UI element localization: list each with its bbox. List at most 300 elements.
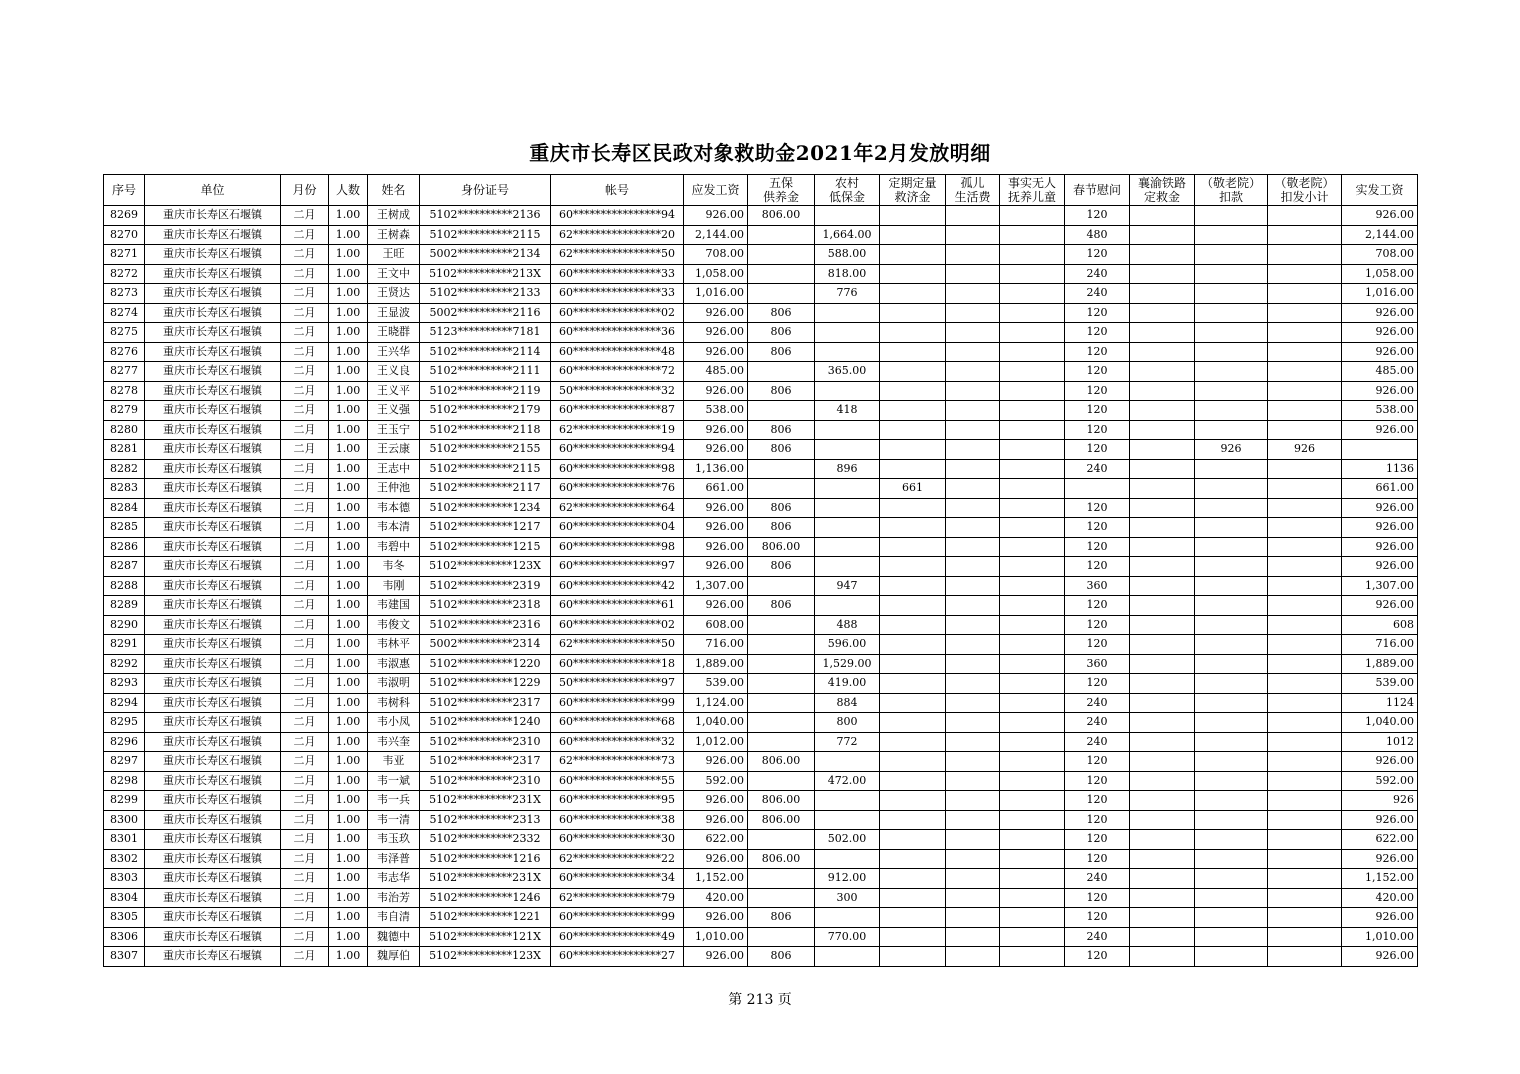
table-cell: 5102**********2317 <box>420 752 551 772</box>
table-cell <box>1000 323 1065 343</box>
table-cell <box>815 440 880 460</box>
table-row <box>104 518 1418 538</box>
table-cell: 926.00 <box>1342 557 1418 577</box>
table-cell: 60****************33 <box>551 284 684 304</box>
table-cell: 120 <box>1065 206 1130 226</box>
table-cell: 8296 <box>104 732 145 752</box>
table-cell: 王义强 <box>368 401 420 421</box>
table-cell: 420.00 <box>1342 888 1418 908</box>
table-cell: 二月 <box>281 635 329 655</box>
table-cell <box>1130 206 1195 226</box>
table-cell <box>1195 498 1268 518</box>
table-cell: 120 <box>1065 245 1130 265</box>
table-cell: 926 <box>1342 791 1418 811</box>
table-cell: 8273 <box>104 284 145 304</box>
table-cell <box>1000 225 1065 245</box>
table-cell: 661.00 <box>1342 479 1418 499</box>
table-cell <box>1268 498 1342 518</box>
table-cell <box>1000 479 1065 499</box>
table-cell: 360 <box>1065 654 1130 674</box>
table-cell: 661 <box>880 479 946 499</box>
table-cell: 60****************61 <box>551 596 684 616</box>
table-cell <box>1000 206 1065 226</box>
table-cell <box>1000 927 1065 947</box>
table-cell <box>946 459 1000 479</box>
table-cell <box>1000 537 1065 557</box>
table-cell <box>946 693 1000 713</box>
table-cell <box>1195 420 1268 440</box>
table-cell: 708.00 <box>1342 245 1418 265</box>
table-cell: 1.00 <box>329 713 368 733</box>
table-cell <box>1130 947 1195 967</box>
table-cell <box>1000 596 1065 616</box>
table-cell: 1.00 <box>329 479 368 499</box>
table-cell: 王义良 <box>368 362 420 382</box>
table-cell <box>1268 947 1342 967</box>
table-cell: 二月 <box>281 303 329 323</box>
table-cell: 二月 <box>281 732 329 752</box>
table-cell: 120 <box>1065 947 1130 967</box>
table-cell: 5102**********213X <box>420 264 551 284</box>
table-cell: 重庆市长寿区石堰镇 <box>145 323 281 343</box>
table-cell: 韦兴奎 <box>368 732 420 752</box>
table-cell: 二月 <box>281 440 329 460</box>
table-cell <box>946 518 1000 538</box>
table-cell <box>1268 225 1342 245</box>
table-cell <box>748 362 815 382</box>
table-cell <box>1130 849 1195 869</box>
table-cell: 120 <box>1065 596 1130 616</box>
table-cell: 二月 <box>281 459 329 479</box>
table-cell: 5002**********2314 <box>420 635 551 655</box>
column-header: 单位 <box>145 175 281 206</box>
table-cell: 1.00 <box>329 284 368 304</box>
table-cell <box>1195 362 1268 382</box>
table-cell <box>815 323 880 343</box>
table-cell <box>880 245 946 265</box>
table-cell <box>1268 713 1342 733</box>
table-cell: 1.00 <box>329 440 368 460</box>
table-cell: 韦树科 <box>368 693 420 713</box>
table-cell: 1.00 <box>329 654 368 674</box>
table-cell: 240 <box>1065 927 1130 947</box>
page-number: 第 213 页 <box>728 992 792 1008</box>
table-cell: 韦自清 <box>368 908 420 928</box>
table-cell: 1,010.00 <box>1342 927 1418 947</box>
table-cell: 240 <box>1065 693 1130 713</box>
table-row <box>104 206 1418 226</box>
table-cell: 608 <box>1342 615 1418 635</box>
table-cell: 8299 <box>104 791 145 811</box>
table-cell: 韦志华 <box>368 869 420 889</box>
table-cell <box>1195 518 1268 538</box>
table-cell <box>815 791 880 811</box>
table-cell <box>1195 479 1268 499</box>
column-header: 人数 <box>329 175 368 206</box>
table-cell: 120 <box>1065 635 1130 655</box>
table-cell <box>1000 674 1065 694</box>
table-cell: 60****************18 <box>551 654 684 674</box>
table-cell: 二月 <box>281 323 329 343</box>
table-cell <box>1000 635 1065 655</box>
table-cell <box>1195 537 1268 557</box>
table-cell <box>815 479 880 499</box>
table-cell: 韦刚 <box>368 576 420 596</box>
column-header: （敬老院） 扣发小计 <box>1268 175 1342 206</box>
table-cell: 1.00 <box>329 693 368 713</box>
table-cell <box>1130 771 1195 791</box>
table-cell <box>880 791 946 811</box>
table-cell: 1.00 <box>329 615 368 635</box>
column-header: 事实无人 抚养儿童 <box>1000 175 1065 206</box>
table-cell <box>880 654 946 674</box>
table-cell: 60****************36 <box>551 323 684 343</box>
table-cell: 62****************73 <box>551 752 684 772</box>
table-cell: 8278 <box>104 381 145 401</box>
table-cell: 926.00 <box>684 518 748 538</box>
table-cell <box>1000 654 1065 674</box>
table-cell <box>1195 206 1268 226</box>
table-cell <box>748 401 815 421</box>
table-cell: 5102**********123X <box>420 557 551 577</box>
table-cell: 120 <box>1065 557 1130 577</box>
table-cell <box>1000 420 1065 440</box>
payment-table <box>103 174 1418 967</box>
table-cell: 1.00 <box>329 947 368 967</box>
table-cell <box>1130 518 1195 538</box>
table-cell: 8306 <box>104 927 145 947</box>
table-cell: 240 <box>1065 264 1130 284</box>
table-cell <box>1130 537 1195 557</box>
table-cell: 重庆市长寿区石堰镇 <box>145 420 281 440</box>
table-cell: 韦碧中 <box>368 537 420 557</box>
table-cell: 二月 <box>281 362 329 382</box>
table-cell: 1.00 <box>329 459 368 479</box>
table-cell: 8281 <box>104 440 145 460</box>
table-cell: 5102**********1229 <box>420 674 551 694</box>
table-cell: 1.00 <box>329 342 368 362</box>
column-header: 孤儿 生活费 <box>946 175 1000 206</box>
table-cell: 926.00 <box>684 810 748 830</box>
table-cell: 661.00 <box>684 479 748 499</box>
table-cell: 1.00 <box>329 927 368 947</box>
table-cell <box>1000 947 1065 967</box>
table-cell: 62****************19 <box>551 420 684 440</box>
table-cell: 120 <box>1065 888 1130 908</box>
table-cell: 926.00 <box>684 908 748 928</box>
table-cell <box>1000 752 1065 772</box>
table-cell <box>880 537 946 557</box>
table-cell: 926.00 <box>1342 498 1418 518</box>
table-cell <box>748 576 815 596</box>
table-cell: 韦小凤 <box>368 713 420 733</box>
table-cell: 二月 <box>281 713 329 733</box>
table-cell: 60****************72 <box>551 362 684 382</box>
table-cell <box>815 752 880 772</box>
table-cell <box>880 810 946 830</box>
table-cell: 806 <box>748 440 815 460</box>
table-cell: 二月 <box>281 576 329 596</box>
table-cell: 60****************30 <box>551 830 684 850</box>
table-cell <box>1130 693 1195 713</box>
table-cell: 1.00 <box>329 674 368 694</box>
column-header: 农村 低保金 <box>815 175 880 206</box>
table-cell <box>1000 576 1065 596</box>
table-cell: 重庆市长寿区石堰镇 <box>145 362 281 382</box>
table-cell: 8297 <box>104 752 145 772</box>
table-cell: 240 <box>1065 284 1130 304</box>
table-row <box>104 225 1418 245</box>
table-cell: 806.00 <box>748 849 815 869</box>
table-cell <box>1130 323 1195 343</box>
page-title: 重庆市长寿区民政对象救助金2021年2月发放明细 <box>529 141 991 165</box>
table-row <box>104 303 1418 323</box>
table-cell: 60****************98 <box>551 459 684 479</box>
table-cell <box>880 498 946 518</box>
table-cell: 8305 <box>104 908 145 928</box>
table-cell: 926.00 <box>684 849 748 869</box>
table-cell: 772 <box>815 732 880 752</box>
table-cell <box>946 206 1000 226</box>
table-cell: 708.00 <box>684 245 748 265</box>
table-cell <box>748 888 815 908</box>
table-cell: 622.00 <box>684 830 748 850</box>
table-cell: 622.00 <box>1342 830 1418 850</box>
column-header: 序号 <box>104 175 145 206</box>
table-cell: 1.00 <box>329 596 368 616</box>
table-cell: 1,136.00 <box>684 459 748 479</box>
table-cell <box>1195 596 1268 616</box>
table-cell: 806 <box>748 498 815 518</box>
table-cell <box>1268 362 1342 382</box>
table-row <box>104 693 1418 713</box>
table-cell: 1,529.00 <box>815 654 880 674</box>
table-cell <box>1195 791 1268 811</box>
table-cell: 8272 <box>104 264 145 284</box>
table-cell <box>946 284 1000 304</box>
table-cell: 1.00 <box>329 830 368 850</box>
table-cell <box>1000 459 1065 479</box>
table-cell: 5102**********231X <box>420 791 551 811</box>
table-cell <box>880 576 946 596</box>
table-cell <box>1130 557 1195 577</box>
table-cell: 二月 <box>281 206 329 226</box>
column-header: 帐号 <box>551 175 684 206</box>
table-cell <box>880 206 946 226</box>
table-cell: 60****************27 <box>551 947 684 967</box>
table-cell <box>1130 303 1195 323</box>
table-cell: 485.00 <box>684 362 748 382</box>
table-row <box>104 674 1418 694</box>
table-cell <box>1130 791 1195 811</box>
table-cell <box>1000 518 1065 538</box>
column-header: 襄渝铁路 定救金 <box>1130 175 1195 206</box>
table-cell: 120 <box>1065 518 1130 538</box>
table-cell <box>880 323 946 343</box>
table-cell: 1.00 <box>329 537 368 557</box>
table-cell: 60****************02 <box>551 303 684 323</box>
table-cell <box>1000 771 1065 791</box>
table-cell: 1.00 <box>329 849 368 869</box>
table-cell <box>1268 206 1342 226</box>
table-cell <box>946 498 1000 518</box>
table-cell <box>1130 615 1195 635</box>
table-cell: 重庆市长寿区石堰镇 <box>145 576 281 596</box>
table-cell: 120 <box>1065 615 1130 635</box>
table-cell <box>880 342 946 362</box>
table-cell: 8282 <box>104 459 145 479</box>
table-cell: 5102**********1221 <box>420 908 551 928</box>
table-cell: 5102**********2155 <box>420 440 551 460</box>
table-cell <box>1195 284 1268 304</box>
table-cell <box>1000 849 1065 869</box>
table-cell: 重庆市长寿区石堰镇 <box>145 206 281 226</box>
table-cell <box>1195 654 1268 674</box>
table-cell <box>880 752 946 772</box>
table-body <box>104 206 1418 967</box>
table-cell: 1.00 <box>329 245 368 265</box>
table-cell <box>1130 381 1195 401</box>
table-cell: 5102**********2313 <box>420 810 551 830</box>
table-cell: 王仲池 <box>368 479 420 499</box>
table-cell: 二月 <box>281 342 329 362</box>
table-cell: 62****************20 <box>551 225 684 245</box>
table-cell: 1.00 <box>329 869 368 889</box>
table-cell: 50****************32 <box>551 381 684 401</box>
table-row <box>104 498 1418 518</box>
table-cell: 二月 <box>281 693 329 713</box>
table-cell: 重庆市长寿区石堰镇 <box>145 440 281 460</box>
table-cell <box>1130 888 1195 908</box>
table-row <box>104 849 1418 869</box>
table-row <box>104 810 1418 830</box>
table-cell: 926.00 <box>684 596 748 616</box>
table-cell <box>748 830 815 850</box>
table-cell <box>1195 381 1268 401</box>
table-cell: 1,010.00 <box>684 927 748 947</box>
table-cell: 62****************50 <box>551 635 684 655</box>
table-cell: 926 <box>1268 440 1342 460</box>
table-cell <box>946 635 1000 655</box>
table-cell: 韦一兵 <box>368 791 420 811</box>
table-cell <box>1130 752 1195 772</box>
table-cell: 1,307.00 <box>1342 576 1418 596</box>
table-cell: 926.00 <box>684 498 748 518</box>
table-cell: 2,144.00 <box>684 225 748 245</box>
table-cell <box>880 225 946 245</box>
table-cell <box>946 947 1000 967</box>
table-cell: 926.00 <box>684 381 748 401</box>
table-cell <box>1130 362 1195 382</box>
table-cell <box>946 830 1000 850</box>
table-cell: 926.00 <box>684 323 748 343</box>
table-row <box>104 245 1418 265</box>
table-cell: 1.00 <box>329 888 368 908</box>
table-cell <box>1195 810 1268 830</box>
table-cell: 60****************99 <box>551 693 684 713</box>
table-row <box>104 420 1418 440</box>
table-cell: 2,144.00 <box>1342 225 1418 245</box>
table-cell <box>880 888 946 908</box>
table-cell <box>748 635 815 655</box>
table-cell: 806 <box>748 947 815 967</box>
table-cell <box>1000 810 1065 830</box>
table-cell: 5102**********2115 <box>420 459 551 479</box>
table-cell <box>815 596 880 616</box>
table-cell <box>1130 810 1195 830</box>
table-cell <box>946 381 1000 401</box>
table-cell: 5102**********1246 <box>420 888 551 908</box>
table-cell: 926.00 <box>684 303 748 323</box>
column-header: 春节慰问 <box>1065 175 1130 206</box>
table-row <box>104 752 1418 772</box>
table-cell <box>1342 440 1418 460</box>
table-cell: 8298 <box>104 771 145 791</box>
table-cell: 1,012.00 <box>684 732 748 752</box>
table-cell: 485.00 <box>1342 362 1418 382</box>
table-cell <box>1268 420 1342 440</box>
table-cell <box>1130 654 1195 674</box>
table-cell: 120 <box>1065 849 1130 869</box>
table-cell: 韦淑明 <box>368 674 420 694</box>
table-cell: 716.00 <box>684 635 748 655</box>
table-cell <box>1195 849 1268 869</box>
table-row <box>104 342 1418 362</box>
table-cell <box>880 303 946 323</box>
table-cell <box>1268 342 1342 362</box>
table-cell: 926.00 <box>1342 342 1418 362</box>
table-row <box>104 713 1418 733</box>
table-cell <box>1195 557 1268 577</box>
table-cell <box>1268 264 1342 284</box>
table-cell: 二月 <box>281 869 329 889</box>
table-cell <box>1130 225 1195 245</box>
table-cell <box>1000 791 1065 811</box>
table-row <box>104 284 1418 304</box>
table-cell <box>1130 420 1195 440</box>
table-cell: 重庆市长寿区石堰镇 <box>145 264 281 284</box>
table-cell: 重庆市长寿区石堰镇 <box>145 401 281 421</box>
table-cell <box>815 498 880 518</box>
table-cell: 1.00 <box>329 771 368 791</box>
table-cell <box>946 771 1000 791</box>
table-cell: 419.00 <box>815 674 880 694</box>
table-cell: 二月 <box>281 225 329 245</box>
table-cell <box>946 791 1000 811</box>
table-row <box>104 362 1418 382</box>
table-cell: 926.00 <box>684 440 748 460</box>
table-cell <box>748 479 815 499</box>
table-cell <box>1268 908 1342 928</box>
table-cell <box>1130 264 1195 284</box>
table-cell: 二月 <box>281 615 329 635</box>
table-cell: 8276 <box>104 342 145 362</box>
table-row <box>104 596 1418 616</box>
table-cell: 1.00 <box>329 791 368 811</box>
table-cell: 王树森 <box>368 225 420 245</box>
table-cell: 王志中 <box>368 459 420 479</box>
table-cell <box>1195 264 1268 284</box>
table-row <box>104 440 1418 460</box>
table-cell <box>1268 810 1342 830</box>
table-cell: 912.00 <box>815 869 880 889</box>
table-cell: 776 <box>815 284 880 304</box>
table-cell <box>1000 557 1065 577</box>
table-cell <box>1000 342 1065 362</box>
table-cell: 5102**********2317 <box>420 693 551 713</box>
table-cell <box>1130 342 1195 362</box>
table-cell: 二月 <box>281 537 329 557</box>
